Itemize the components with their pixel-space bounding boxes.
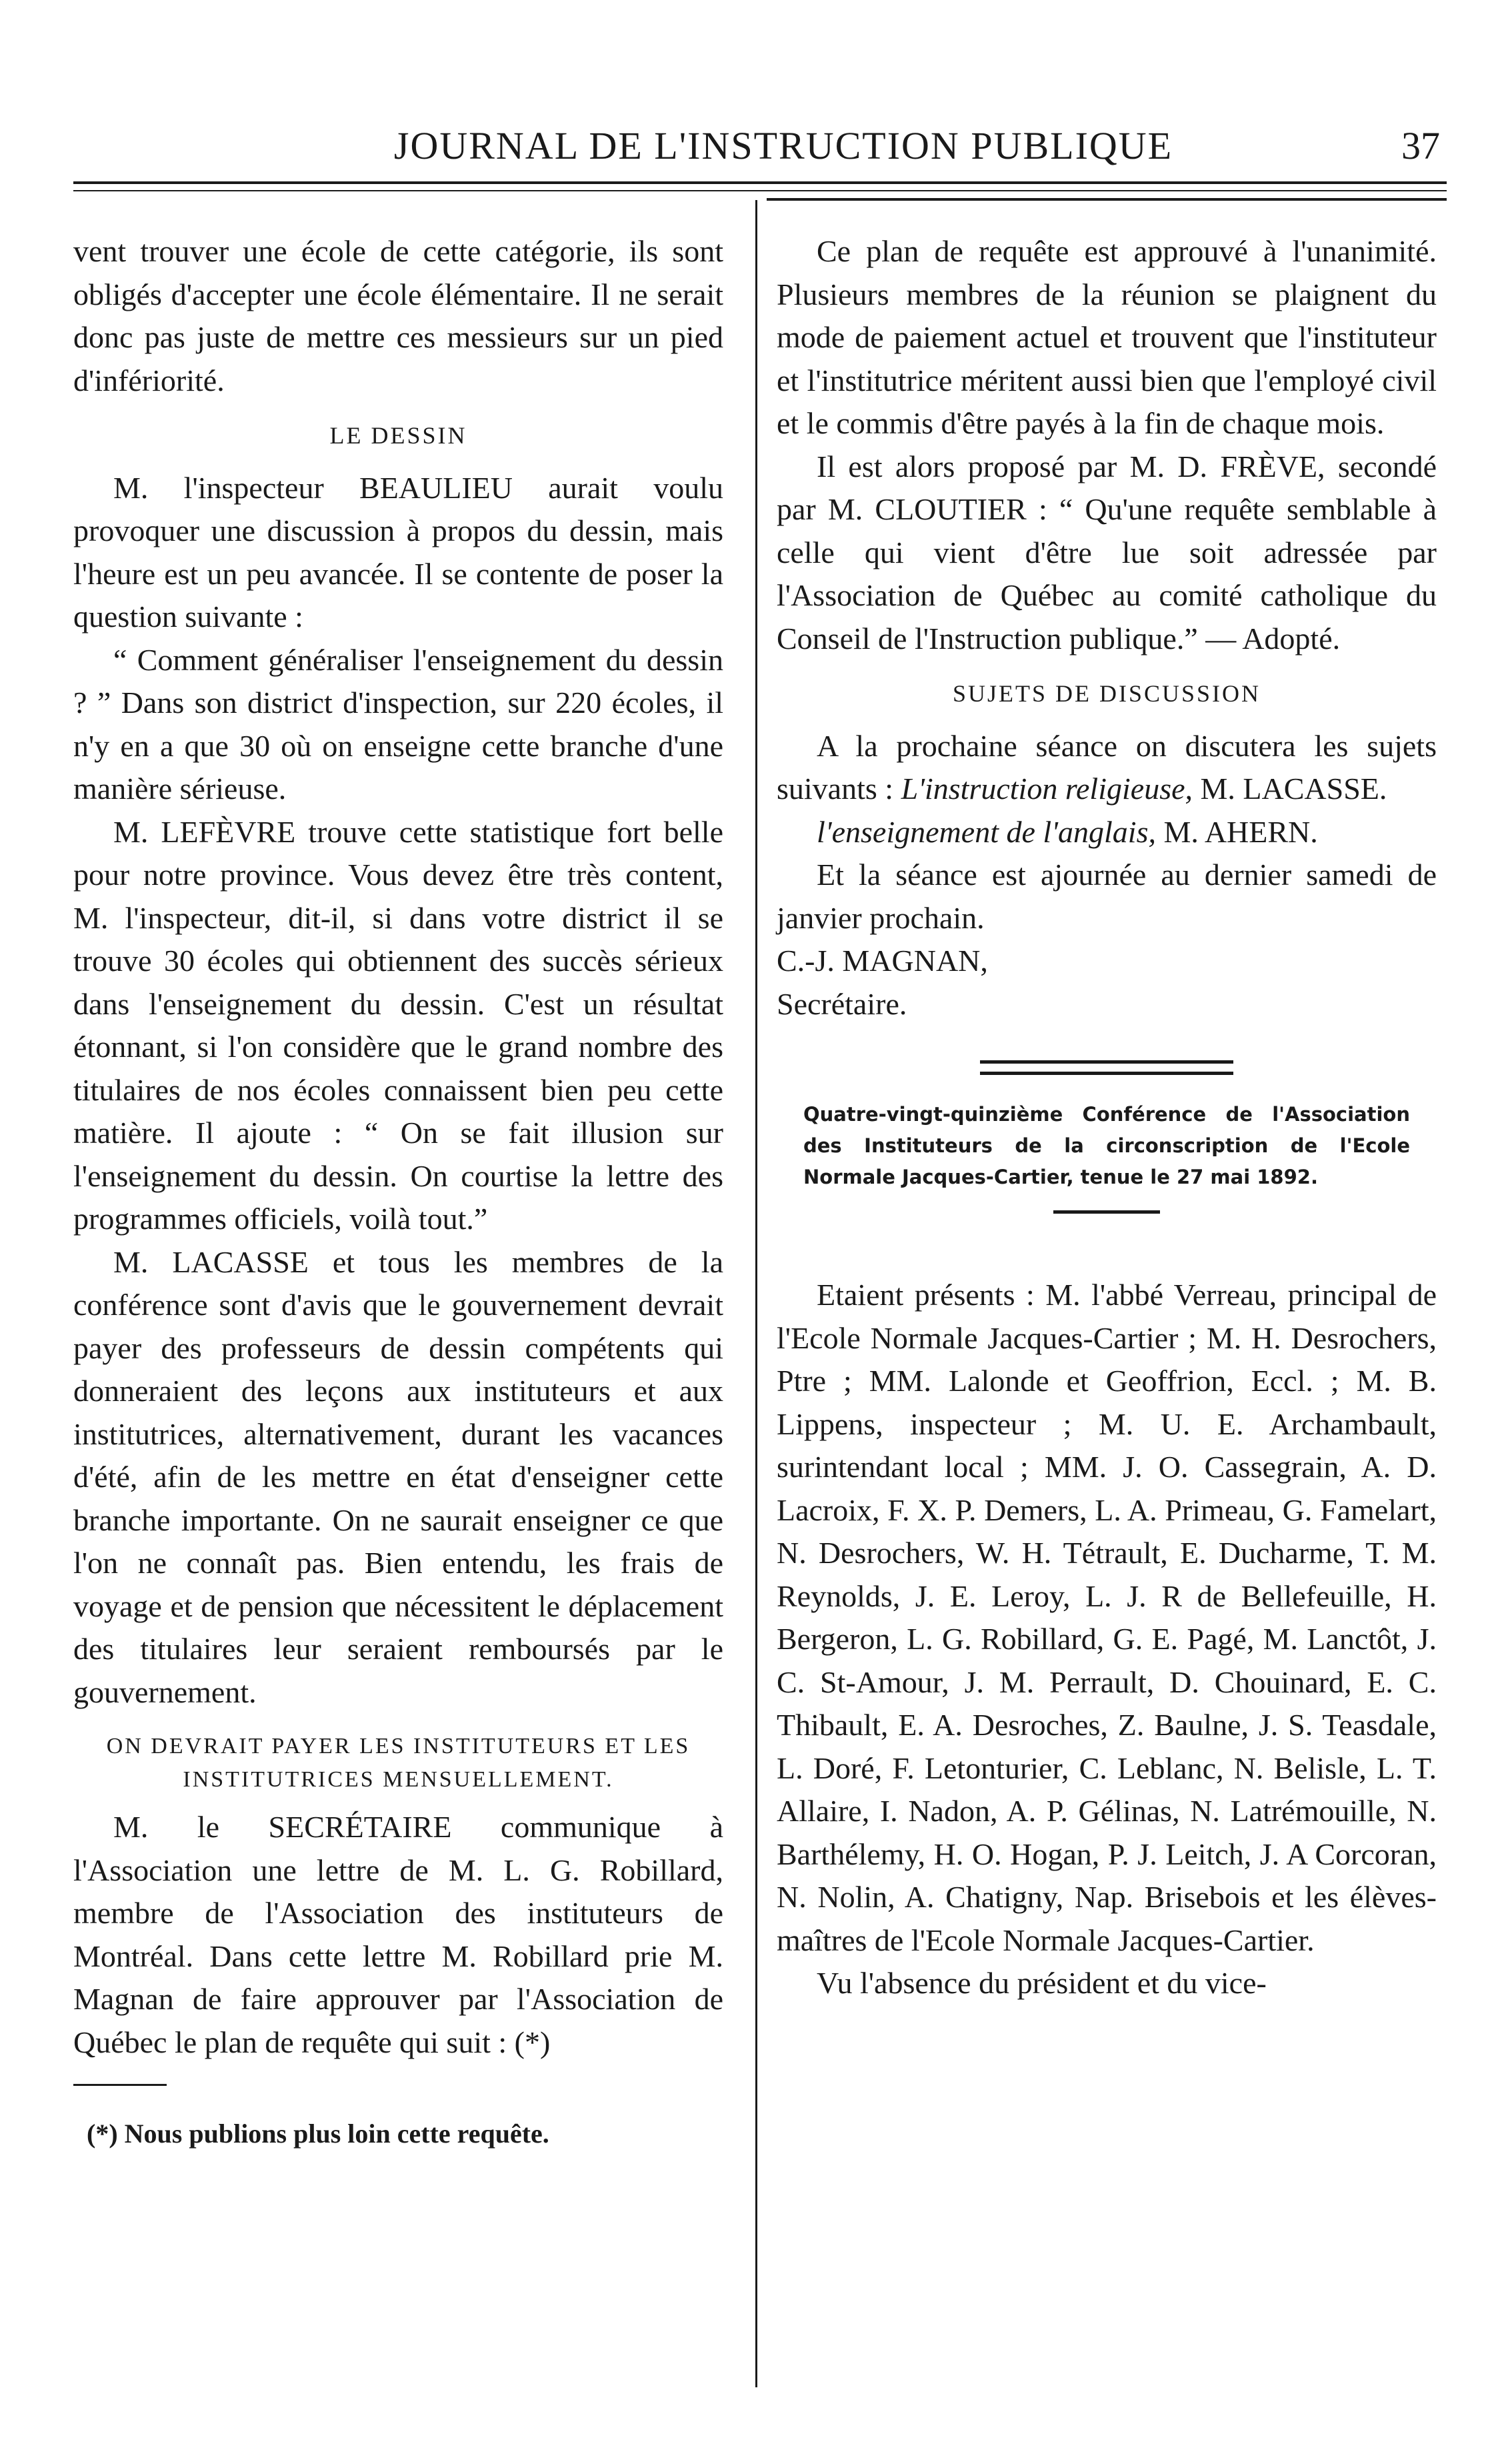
right-column [777,230,1437,2005]
short-rule [1053,1210,1160,1214]
paragraph: Et la séance est ajournée au dernier samedi de janvier prochain. [777,858,1437,935]
paragraph: Ce plan de requête est approuvé à l'unanimité. Plusieurs membres de la réunion se plaignent du mode de paiement actuel et trouvent que l'instituteur et l'institutrice méritent aussi bien que l'employé civil et le commis d'être payés à la fin de chaque mois. [777,234,1437,440]
paragraph: Il est alors proposé par M. D. FRÈVE, secondé par M. CLOUTIER : “ Qu'une requête semblable à celle qui vient d'être lue soit adressée par l'Association de Québec au comité catholique du Conseil de l'Instruction publique.” — Adopté. [777,449,1437,656]
signature-name: C.-J. MAGNAN, [777,944,988,978]
paragraph: Etaient présents : M. l'abbé Verreau, principal de l'Ecole Normale Jacques-Cartier ; M. H. Desrochers, Ptre ; MM. Lalonde et Geoffrion, Eccl. ; M. B. Lippens, inspecteur ; M. U. E. Archambault, surintendant local ; MM. J. O. Cassegrain, A. D. Lacroix, F. X. P. Demers, L. A. Primeau, G. Famelart, N. Desrochers, W. H. Tétrault, E. Ducharme, T. M. Reynolds, J. E. Leroy, L. J. R de Bellefeuille, H. Bergeron, L. G. Robillard, G. E. Pagé, M. Lanctôt, J. C. St-Amour, J. M. Perrault, D. Chouinard, E. C. Thibault, E. A. Desroches, Z. Baulne, J. S. Teasdale, L. Doré, F. Letonturier, C. Leblanc, N. Belisle, L. T. Allaire, I. Nadon, A. P. Gélinas, N. Latrémouille, N. Barthélemy, H. O. Hogan, P. J. Leitch, J. A Corcoran, N. Nolin, A. Chatigny, Nap. Brisebois et les élèves-maîtres de l'Ecole Normale Jacques-Cartier. [777,1278,1437,1957]
section-heading-payer-mensuellement: ON DEVRAIT PAYER LES INSTITUTEURS ET LES INSTITUTRICES MENSUELLEMENT. [106,1734,691,1792]
double-rule [980,1060,1233,1075]
footnote: (*) Nous publions plus loin cette requête. [87,2119,549,2149]
header-rule-top [73,181,1447,184]
paragraph: M. l'inspecteur BEAULIEU aurait voulu provoquer une discussion à propos du dessin, mais l'heure est un peu avancée. Il se contente de poser la question suivante : [73,470,723,634]
header-rule-right [767,198,1447,201]
section-heading-le-dessin: LE DESSIN [329,422,467,449]
journal-title: JOURNAL DE L'INSTRUCTION PUBLIQUE [393,124,1173,167]
signature-title: Secrétaire. [777,986,907,1021]
paragraph: M. le SECRÉTAIRE communique à l'Association une lettre de M. L. G. Robillard, membre de l'Association des instituteurs de Montréal. Dans cette lettre M. Robillard prie M. Magnan de faire approuver par l'Association de Québec le plan de requête qui suit : (*) [73,1810,723,2059]
paragraph: A la prochaine séance on discutera les sujets suivants : L'instruction religieuse, M. LACASSE. [777,728,1437,806]
page-number: 37 [1401,124,1440,167]
column-divider [755,200,757,2387]
paragraph: vent trouver une école de cette catégorie, ils sont obligés d'accepter une école élémentaire. Il ne serait donc pas juste de mettre ces messieurs sur un pied d'infériorité. [73,234,723,397]
paragraph: M. LEFÈVRE trouve cette statistique fort belle pour notre province. Vous devez être très content, M. l'inspecteur, dit-il, si dans votre district il se trouve 30 écoles qui obtiennent des succès sérieux dans l'enseignement du dessin. C'est un résultat étonnant, si l'on considère que le grand nombre des titulaires de nos écoles connaissent bien peu cette matière. Il ajoute : “ On se fait illusion sur l'enseignement du dessin. On courtise la lettre des programmes officiels, voilà tout.” [73,814,723,1236]
paragraph: “ Comment généraliser l'enseignement du dessin ? ” Dans son district d'inspection, sur 220 écoles, il n'y en a que 30 où on enseigne cette branche d'une manière sérieuse. [73,642,723,806]
footnote-rule [73,2084,167,2086]
running-header [73,117,1440,183]
header-rule-bottom [73,190,1447,191]
paragraph: Vu l'absence du président et du vice- [817,1966,1267,2000]
conference-heading: Quatre-vingt-quinzième Conférence de l'Association des Instituteurs de la circonscription de l'Ecole Normale Jacques-Cartier, tenue le 27 mai 1892. [803,1103,1410,1188]
paragraph: M. LACASSE et tous les membres de la conférence sont d'avis que le gouvernement devrait payer des professeurs de dessin compétents qui donneraient des leçons aux instituteurs et aux institutrices, alternativement, durant les vacances d'été, afin de les mettre en état d'enseigner cette branche importante. On ne saurait enseigner ce que l'on ne connaît pas. Bien entendu, les frais de voyage et de pension que nécessitent le déplacement des titulaires leur seraient remboursés par le gouvernement. [73,1244,723,1709]
paragraph: l'enseignement de l'anglais, M. AHERN. [817,814,1318,849]
section-heading-sujets: SUJETS DE DISCUSSION [952,680,1261,707]
left-column [73,230,723,2156]
